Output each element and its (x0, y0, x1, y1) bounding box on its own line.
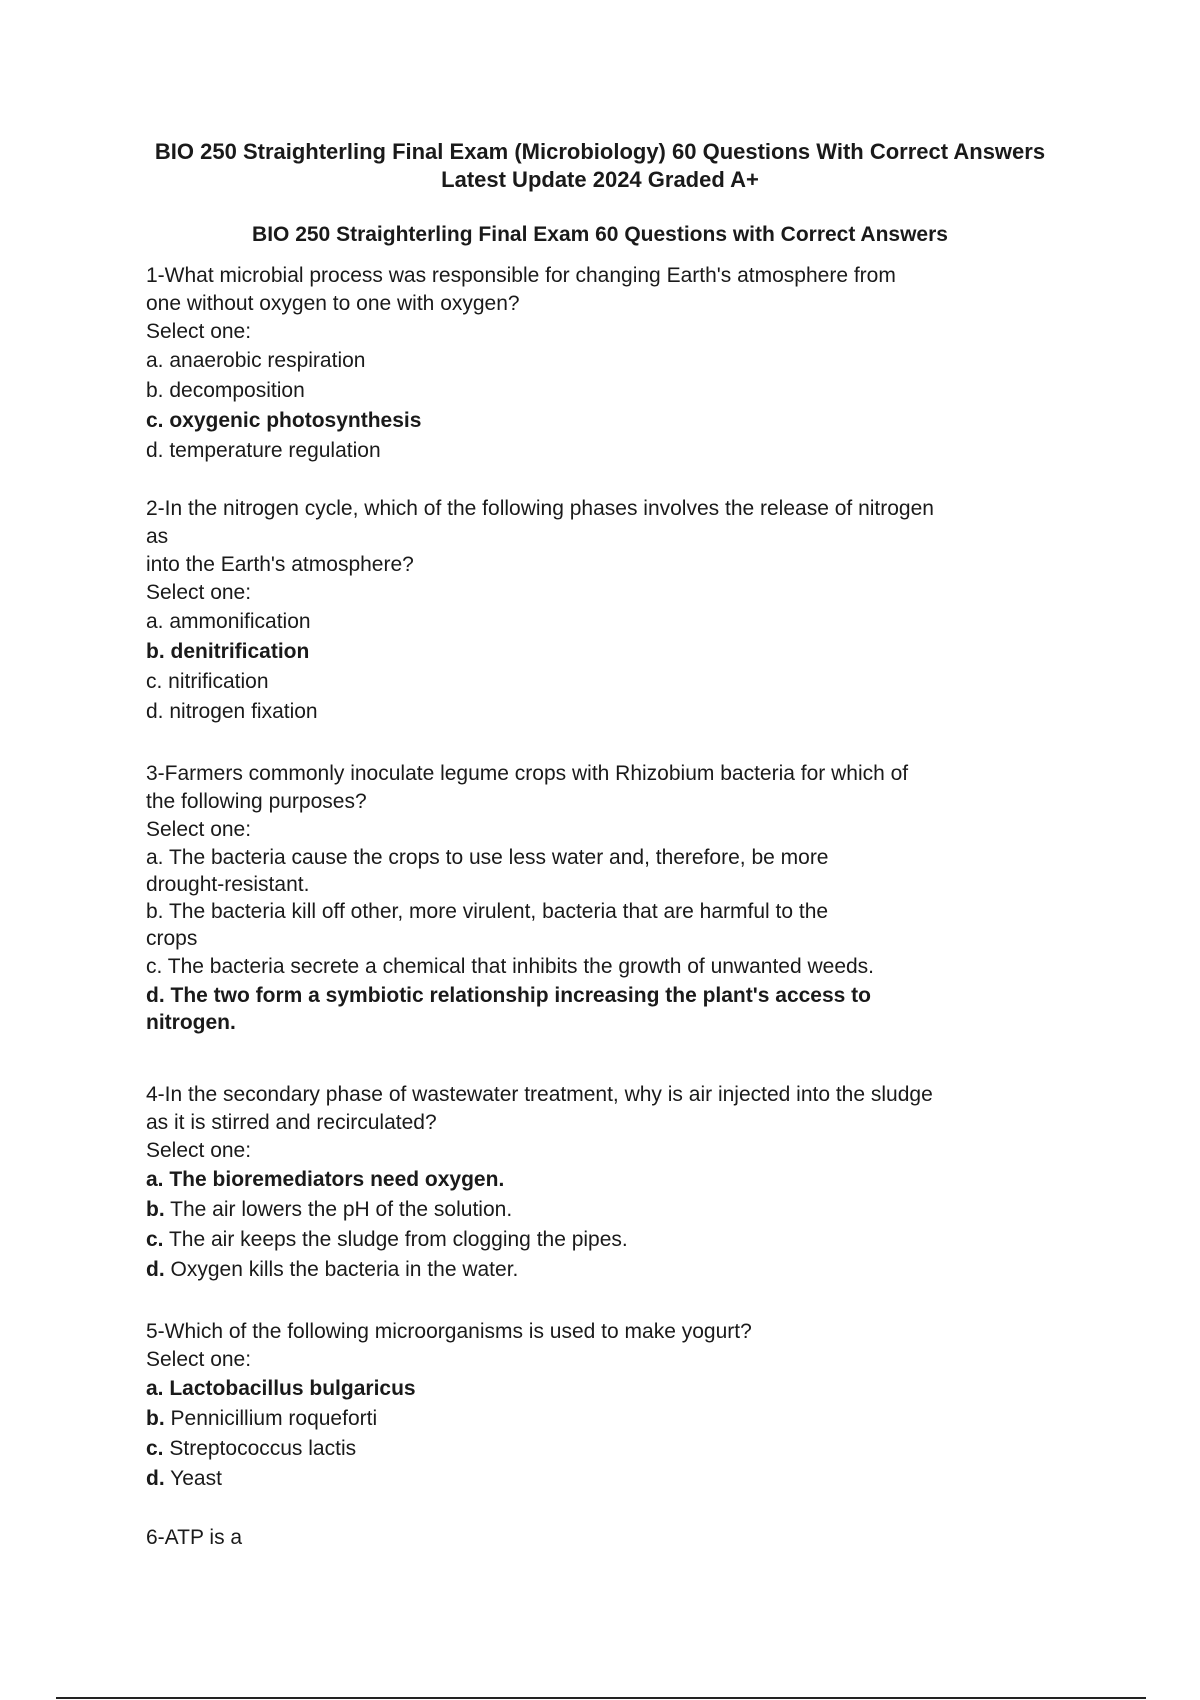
answer-option: c. nitrification (146, 670, 269, 693)
answer-option: a. The bacteria cause the crops to use less water and, therefore, be more drought-resistant. (146, 846, 829, 896)
question-5 (146, 1318, 986, 1494)
correct-answer-option: d. The two form a symbiotic relationship increasing the plant's access to nitrogen. (146, 984, 871, 1034)
option-text: The bioremediators need oxygen. (169, 1168, 505, 1191)
answer-option (146, 1434, 986, 1464)
select-one-label: Select one: (146, 1139, 252, 1162)
option-text: The air lowers the pH of the solution. (170, 1198, 513, 1221)
answer-option: b. decomposition (146, 379, 305, 402)
answer-option (146, 1225, 986, 1255)
question-text-line: 2-In the nitrogen cycle, which of the following phases involves the release of nitrogen (146, 497, 934, 520)
answer-option: a. ammonification (146, 610, 311, 633)
option-letter: b. (146, 1198, 165, 1221)
question-text-line: 6-ATP is a (146, 1526, 243, 1549)
answer-option (146, 1255, 986, 1285)
question-text-line: 4-In the secondary phase of wastewater treatment, why is air injected into the sludge (146, 1083, 933, 1106)
correct-answer-option (146, 1374, 986, 1404)
answer-option (146, 1404, 986, 1434)
option-text: Oxygen kills the bacteria in the water. (170, 1258, 519, 1281)
question-6 (146, 1524, 986, 1552)
answer-option: d. temperature regulation (146, 439, 381, 462)
answer-option: b. The bacteria kill off other, more virulent, bacteria that are harmful to the crops (146, 900, 829, 950)
correct-answer-option (146, 1165, 986, 1195)
option-letter: c. (146, 1437, 164, 1460)
select-one-label: Select one: (146, 320, 252, 343)
question-text-line: as (146, 525, 169, 548)
question-text-line: one without oxygen to one with oxygen? (146, 292, 520, 315)
option-letter: b. (146, 1407, 165, 1430)
answer-option (146, 1195, 986, 1225)
option-text: Yeast (170, 1467, 222, 1490)
option-letter: a. (146, 1168, 164, 1191)
title-line-1: BIO 250 Straighterling Final Exam (Microbiology) 60 Questions With Correct Answers (154, 139, 1046, 164)
question-2 (146, 495, 986, 727)
question-3 (146, 760, 986, 1036)
question-text-line: into the Earth's atmosphere? (146, 553, 414, 576)
option-letter: c. (146, 1228, 164, 1251)
option-letter: d. (146, 1258, 165, 1281)
answer-option: c. The bacteria secrete a chemical that inhibits the growth of unwanted weeds. (146, 955, 875, 978)
question-4 (146, 1081, 986, 1285)
answer-option (146, 1464, 986, 1494)
title-line-2: Latest Update 2024 Graded A+ (441, 167, 759, 192)
option-letter: a. (146, 1377, 164, 1400)
question-1 (146, 262, 986, 466)
option-text: Lactobacillus bulgaricus (169, 1377, 416, 1400)
document-subtitle: BIO 250 Straighterling Final Exam 60 Questions with Correct Answers (252, 223, 948, 246)
question-text-line: 1-What microbial process was responsible for changing Earth's atmosphere from (146, 264, 896, 287)
select-one-label: Select one: (146, 1348, 252, 1371)
answer-option: d. nitrogen fixation (146, 700, 318, 723)
option-text: Streptococcus lactis (169, 1437, 357, 1460)
question-text-line: 3-Farmers commonly inoculate legume crops with Rhizobium bacteria for which of (146, 762, 909, 785)
select-one-label: Select one: (146, 818, 252, 841)
option-text: The air keeps the sludge from clogging the pipes. (168, 1228, 628, 1251)
option-text: Pennicillium roqueforti (170, 1407, 378, 1430)
question-text-line: the following purposes? (146, 790, 367, 813)
select-one-label: Select one: (146, 581, 252, 604)
correct-answer-option: b. denitrification (146, 640, 310, 663)
question-text-line: as it is stirred and recirculated? (146, 1111, 437, 1134)
page-bottom-rule (56, 1697, 1146, 1699)
correct-answer-option: c. oxygenic photosynthesis (146, 409, 422, 432)
document-title (140, 138, 1060, 194)
option-letter: d. (146, 1467, 165, 1490)
question-text-line: 5-Which of the following microorganisms is used to make yogurt? (146, 1320, 752, 1343)
answer-option: a. anaerobic respiration (146, 349, 366, 372)
